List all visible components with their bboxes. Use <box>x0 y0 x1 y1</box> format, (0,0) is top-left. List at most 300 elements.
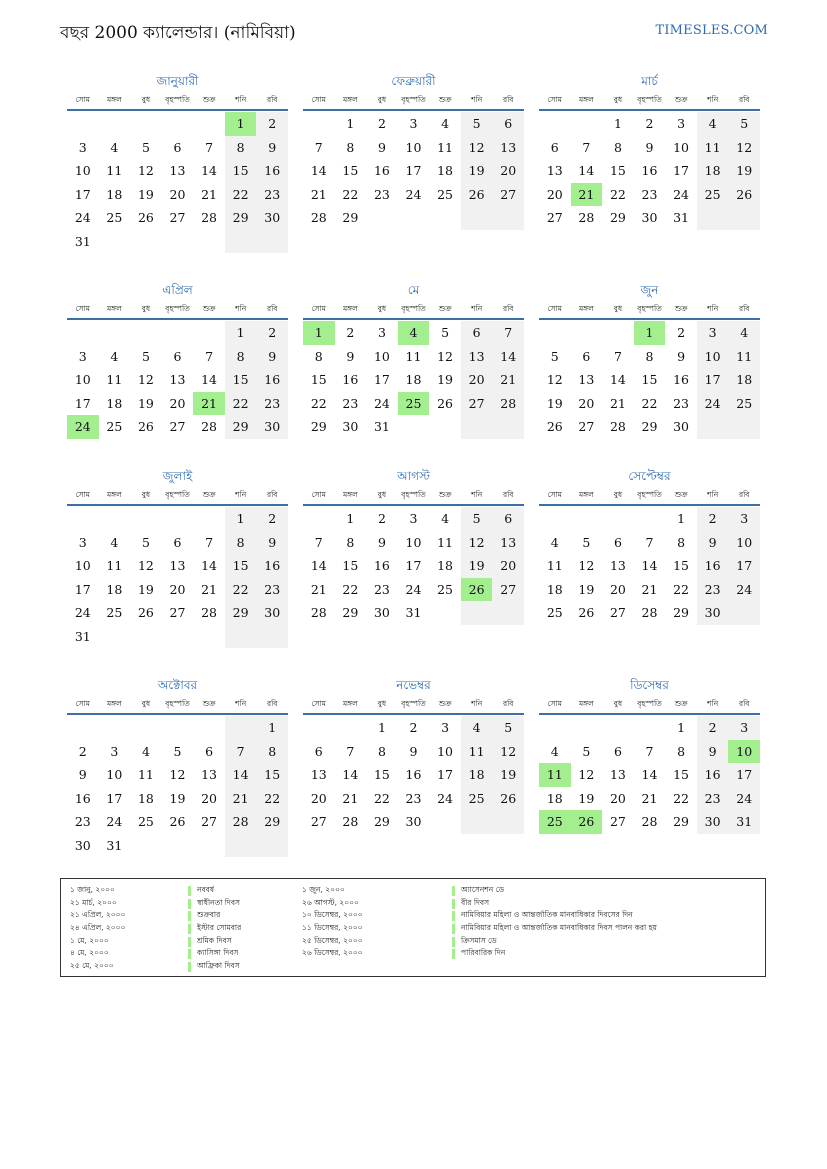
holiday-date: ১ জানু, ২০০০ <box>70 885 115 895</box>
day-cell: 13 <box>201 767 218 782</box>
days-grid <box>67 321 288 439</box>
day-cell: 14 <box>641 558 658 573</box>
day-cell: 24 <box>74 210 91 225</box>
empty-day-cell <box>571 507 603 531</box>
day-cell: 8 <box>377 743 386 759</box>
day-cell: 15 <box>641 372 658 387</box>
day-cell: 13 <box>609 558 626 573</box>
legend-row <box>302 948 762 961</box>
day-cell: 25 <box>106 605 123 620</box>
day-cell: 2 <box>377 511 386 526</box>
day-cell: 9 <box>256 136 288 160</box>
legend-row <box>302 923 762 936</box>
day-cell: 20 <box>461 368 493 392</box>
empty-day-cell <box>256 834 288 858</box>
month-block <box>539 72 760 230</box>
day-cell: 1 <box>303 321 335 345</box>
day-cell: 29 <box>373 814 390 829</box>
day-cell: 23 <box>697 787 729 811</box>
day-cell: 19 <box>492 763 524 787</box>
day-cell: 21 <box>225 787 257 811</box>
empty-day-cell <box>99 716 131 740</box>
holiday-name: অ্যাসেনশন ডে <box>461 885 505 895</box>
day-cell: 17 <box>728 554 760 578</box>
day-cell: 27 <box>201 814 218 829</box>
holiday-name: পারিবারিক দিন <box>461 948 506 958</box>
day-cell: 9 <box>377 139 386 155</box>
holiday-marker <box>188 911 191 921</box>
day-cell: 7 <box>492 321 524 345</box>
day-cell: 14 <box>578 163 595 178</box>
empty-day-cell <box>162 507 194 531</box>
empty-day-cell <box>429 810 461 834</box>
day-cell: 14 <box>310 163 327 178</box>
weekday-label: বৃহস্পতি <box>637 490 662 499</box>
day-cell: 13 <box>609 767 626 782</box>
weekday-label: সোম <box>311 490 326 499</box>
day-cell: 30 <box>256 415 288 439</box>
empty-day-cell <box>256 625 288 649</box>
weekday-label: শুক্র <box>674 699 688 708</box>
day-cell: 26 <box>571 810 603 834</box>
day-cell: 3 <box>441 720 450 735</box>
day-cell: 7 <box>205 139 214 155</box>
day-cell: 18 <box>405 372 422 387</box>
empty-day-cell <box>193 625 225 649</box>
holiday-date: ২৫ ডিসেম্বর, ২০০০ <box>302 935 363 945</box>
days-grid <box>303 112 524 230</box>
day-cell: 21 <box>310 581 327 597</box>
day-cell: 11 <box>461 740 493 764</box>
holiday-marker <box>452 937 455 947</box>
day-cell: 3 <box>78 348 87 364</box>
empty-day-cell <box>492 415 524 439</box>
empty-day-cell <box>193 230 225 254</box>
weekday-label: বুধ <box>141 699 151 708</box>
day-cell: 17 <box>405 558 422 573</box>
weekday-label: বৃহস্পতি <box>401 699 426 708</box>
day-cell: 1 <box>225 507 257 531</box>
holiday-date: ১ জুন, ২০০০ <box>302 885 345 895</box>
weekday-label: মঙ্গল <box>579 490 594 499</box>
month-block <box>67 72 288 253</box>
day-cell: 21 <box>492 368 524 392</box>
day-cell: 27 <box>461 392 493 416</box>
empty-day-cell <box>461 601 493 625</box>
weekday-label: রবি <box>267 699 278 708</box>
empty-day-cell <box>398 206 430 230</box>
day-cell: 30 <box>641 210 658 225</box>
weekday-label: সোম <box>547 304 562 313</box>
day-cell: 12 <box>461 136 493 160</box>
holiday-date: ৪ মে, ২০০০ <box>70 948 109 958</box>
month-block <box>303 281 524 439</box>
empty-day-cell <box>130 321 162 345</box>
weekday-label: শুক্র <box>674 490 688 499</box>
weekday-label: শনি <box>235 699 247 708</box>
weekday-label: বৃহস্পতি <box>401 95 426 104</box>
day-cell: 23 <box>673 395 690 411</box>
day-cell: 16 <box>641 163 658 178</box>
weekday-label: শুক্র <box>202 699 216 708</box>
day-cell: 4 <box>728 321 760 345</box>
weekday-label: রবি <box>267 304 278 313</box>
month-title: জুন <box>640 283 659 297</box>
day-cell: 23 <box>405 790 422 806</box>
weekday-header <box>303 300 524 320</box>
holiday-name: আফ্রিকা দিবস <box>197 960 240 970</box>
day-cell: 9 <box>697 531 729 555</box>
weekday-label: সোম <box>75 490 90 499</box>
day-cell: 31 <box>373 419 390 434</box>
day-cell: 24 <box>405 581 422 597</box>
day-cell: 27 <box>492 578 524 602</box>
empty-day-cell <box>634 716 666 740</box>
empty-day-cell <box>461 206 493 230</box>
legend-row <box>70 885 295 898</box>
day-cell: 16 <box>673 372 690 387</box>
empty-day-cell <box>335 716 367 740</box>
day-cell: 30 <box>405 814 422 829</box>
holiday-marker <box>188 962 191 972</box>
empty-day-cell <box>398 415 430 439</box>
day-cell: 28 <box>201 605 218 620</box>
site-link[interactable]: TIMESLES.COM <box>655 23 768 38</box>
empty-day-cell <box>539 716 571 740</box>
day-cell: 10 <box>74 163 91 178</box>
day-cell: 8 <box>613 139 622 155</box>
day-cell: 22 <box>342 581 359 597</box>
weekday-label: সোম <box>75 95 90 104</box>
day-cell: 21 <box>201 581 218 597</box>
empty-day-cell <box>539 507 571 531</box>
day-cell: 1 <box>634 321 666 345</box>
holiday-date: ২৬ আগস্ট, ২০০০ <box>302 897 359 907</box>
holiday-date: ২৫ মে, ২০০০ <box>70 960 114 970</box>
day-cell: 23 <box>256 183 288 207</box>
day-cell: 17 <box>728 763 760 787</box>
day-cell: 31 <box>673 210 690 225</box>
empty-day-cell <box>461 415 493 439</box>
day-cell: 31 <box>728 810 760 834</box>
day-cell: 4 <box>110 534 119 550</box>
day-cell: 1 <box>225 321 257 345</box>
page-title: বছর 2000 ক্যালেন্ডার। (নামিবিয়া) <box>60 23 296 43</box>
weekday-label: বুধ <box>613 490 623 499</box>
day-cell: 17 <box>74 581 91 597</box>
day-cell: 13 <box>492 136 524 160</box>
days-grid <box>303 507 524 625</box>
day-cell: 9 <box>677 348 686 364</box>
day-cell: 26 <box>578 605 595 620</box>
weekday-label: শনি <box>235 95 247 104</box>
empty-day-cell <box>193 834 225 858</box>
day-cell: 1 <box>613 116 622 131</box>
month-block <box>67 676 288 857</box>
holiday-name: নববর্ষ <box>197 885 214 895</box>
empty-day-cell <box>303 112 335 136</box>
day-cell: 29 <box>225 415 257 439</box>
day-cell: 21 <box>641 790 658 806</box>
weekday-header <box>67 91 288 111</box>
day-cell: 22 <box>673 581 690 597</box>
day-cell: 8 <box>225 136 257 160</box>
day-cell: 16 <box>373 163 390 178</box>
day-cell: 9 <box>697 740 729 764</box>
day-cell: 28 <box>641 814 658 829</box>
day-cell: 12 <box>728 136 760 160</box>
day-cell: 19 <box>461 554 493 578</box>
day-cell: 10 <box>728 531 760 555</box>
day-cell: 16 <box>697 763 729 787</box>
day-cell: 28 <box>578 210 595 225</box>
weekday-label: বুধ <box>377 304 387 313</box>
day-cell: 8 <box>256 740 288 764</box>
day-cell: 26 <box>137 605 154 620</box>
holiday-marker <box>188 924 191 934</box>
weekday-label: মঙ্গল <box>343 490 358 499</box>
day-cell: 27 <box>169 605 186 620</box>
empty-day-cell <box>193 321 225 345</box>
day-cell: 13 <box>310 767 327 782</box>
day-cell: 28 <box>310 210 327 225</box>
day-cell: 18 <box>546 581 563 597</box>
weekday-header <box>539 486 760 506</box>
day-cell: 7 <box>582 139 591 155</box>
empty-day-cell <box>728 206 760 230</box>
day-cell: 9 <box>645 139 654 155</box>
empty-day-cell <box>571 321 603 345</box>
day-cell: 5 <box>582 743 591 759</box>
empty-day-cell <box>130 834 162 858</box>
day-cell: 29 <box>342 210 359 225</box>
day-cell: 27 <box>578 419 595 434</box>
empty-day-cell <box>539 112 571 136</box>
day-cell: 26 <box>728 183 760 207</box>
weekday-label: বুধ <box>613 95 623 104</box>
day-cell: 22 <box>609 186 626 202</box>
weekday-label: বৃহস্পতি <box>165 490 190 499</box>
day-cell: 5 <box>141 534 150 550</box>
month-title: মে <box>407 283 420 297</box>
day-cell: 21 <box>571 183 603 207</box>
day-cell: 12 <box>137 372 154 387</box>
weekday-label: মঙ্গল <box>107 304 122 313</box>
day-cell: 29 <box>225 206 257 230</box>
day-cell: 14 <box>310 558 327 573</box>
day-cell: 27 <box>310 814 327 829</box>
day-cell: 14 <box>201 163 218 178</box>
day-cell: 15 <box>373 767 390 782</box>
day-cell: 3 <box>697 321 729 345</box>
day-cell: 19 <box>461 159 493 183</box>
day-cell: 17 <box>697 368 729 392</box>
day-cell: 24 <box>437 790 454 806</box>
day-cell: 25 <box>539 810 571 834</box>
holiday-date: ২১ মার্চ, ২০০০ <box>70 897 117 907</box>
day-cell: 16 <box>256 368 288 392</box>
day-cell: 17 <box>373 372 390 387</box>
day-cell: 6 <box>461 321 493 345</box>
month-title: ডিসেম্বর <box>630 678 669 692</box>
day-cell: 6 <box>173 139 182 155</box>
weekday-label: বৃহস্পতি <box>165 95 190 104</box>
day-cell: 21 <box>201 186 218 202</box>
empty-day-cell <box>728 601 760 625</box>
day-cell: 5 <box>492 716 524 740</box>
day-cell: 26 <box>492 787 524 811</box>
day-cell: 22 <box>641 395 658 411</box>
day-cell: 16 <box>256 554 288 578</box>
weekday-label: বুধ <box>377 490 387 499</box>
day-cell: 21 <box>342 790 359 806</box>
day-cell: 12 <box>169 767 186 782</box>
day-cell: 8 <box>645 348 654 364</box>
day-cell: 23 <box>256 392 288 416</box>
weekday-label: মঙ্গল <box>579 95 594 104</box>
holiday-legend-left <box>70 885 295 973</box>
weekday-label: শুক্র <box>438 490 452 499</box>
weekday-label: সোম <box>547 699 562 708</box>
day-cell: 23 <box>373 581 390 597</box>
holiday-marker <box>188 899 191 909</box>
day-cell: 22 <box>310 395 327 411</box>
holiday-name: ক্যাসিঙ্গা দিবস <box>197 948 239 958</box>
empty-day-cell <box>225 716 257 740</box>
day-cell: 2 <box>677 325 686 340</box>
day-cell: 28 <box>641 605 658 620</box>
day-cell: 6 <box>582 348 591 364</box>
empty-day-cell <box>162 625 194 649</box>
day-cell: 11 <box>697 136 729 160</box>
weekday-label: বৃহস্পতি <box>401 490 426 499</box>
day-cell: 17 <box>74 395 91 411</box>
day-cell: 8 <box>314 348 323 364</box>
day-cell: 22 <box>225 392 257 416</box>
weekday-label: সোম <box>75 304 90 313</box>
day-cell: 23 <box>697 578 729 602</box>
weekday-label: মঙ্গল <box>579 699 594 708</box>
day-cell: 30 <box>74 837 91 853</box>
day-cell: 7 <box>346 743 355 759</box>
weekday-label: রবি <box>739 95 750 104</box>
weekday-header <box>67 300 288 320</box>
empty-day-cell <box>99 112 131 136</box>
empty-day-cell <box>492 810 524 834</box>
day-cell: 2 <box>256 112 288 136</box>
empty-day-cell <box>130 716 162 740</box>
day-cell: 22 <box>225 183 257 207</box>
day-cell: 22 <box>256 787 288 811</box>
day-cell: 3 <box>409 511 418 526</box>
day-cell: 16 <box>342 372 359 387</box>
empty-day-cell <box>303 716 335 740</box>
day-cell: 4 <box>398 321 430 345</box>
legend-row <box>70 948 295 961</box>
day-cell: 20 <box>546 186 563 202</box>
empty-day-cell <box>162 834 194 858</box>
day-cell: 6 <box>613 534 622 550</box>
day-cell: 14 <box>225 763 257 787</box>
holiday-legend <box>60 878 766 977</box>
day-cell: 21 <box>193 392 225 416</box>
day-cell: 2 <box>256 507 288 531</box>
empty-day-cell <box>99 230 131 254</box>
weekday-label: রবি <box>503 490 514 499</box>
empty-day-cell <box>634 507 666 531</box>
day-cell: 25 <box>461 787 493 811</box>
day-cell: 10 <box>437 743 454 759</box>
day-cell: 20 <box>492 159 524 183</box>
weekday-label: শনি <box>707 95 719 104</box>
day-cell: 9 <box>256 345 288 369</box>
day-cell: 22 <box>225 578 257 602</box>
day-cell: 20 <box>201 790 218 806</box>
day-cell: 20 <box>310 790 327 806</box>
weekday-label: বৃহস্পতি <box>165 304 190 313</box>
day-cell: 18 <box>137 790 154 806</box>
day-cell: 9 <box>78 767 87 782</box>
day-cell: 4 <box>550 534 559 550</box>
month-title: আগস্ট <box>397 469 430 483</box>
weekday-label: রবি <box>739 699 750 708</box>
empty-day-cell <box>130 230 162 254</box>
day-cell: 13 <box>578 372 595 387</box>
holiday-date: ১১ ডিসেম্বর, ২০০০ <box>302 923 363 933</box>
day-cell: 11 <box>137 767 154 782</box>
day-cell: 23 <box>641 186 658 202</box>
day-cell: 11 <box>728 345 760 369</box>
day-cell: 11 <box>539 763 571 787</box>
day-cell: 18 <box>461 763 493 787</box>
weekday-label: সোম <box>311 699 326 708</box>
day-cell: 15 <box>673 558 690 573</box>
day-cell: 16 <box>697 554 729 578</box>
day-cell: 7 <box>314 139 323 155</box>
day-cell: 29 <box>641 419 658 434</box>
holiday-name: বীর দিবস <box>461 897 490 907</box>
weekday-label: সোম <box>311 95 326 104</box>
holiday-marker <box>452 899 455 909</box>
day-cell: 24 <box>106 814 123 829</box>
day-cell: 5 <box>582 534 591 550</box>
days-grid <box>67 507 288 648</box>
day-cell: 3 <box>677 116 686 131</box>
day-cell: 18 <box>106 581 123 597</box>
holiday-marker <box>452 924 455 934</box>
day-cell: 12 <box>137 163 154 178</box>
day-cell: 4 <box>110 348 119 364</box>
days-grid <box>303 716 524 834</box>
day-cell: 20 <box>169 395 186 411</box>
day-cell: 18 <box>106 395 123 411</box>
holiday-marker <box>452 886 455 896</box>
empty-day-cell <box>429 601 461 625</box>
day-cell: 15 <box>609 163 626 178</box>
empty-day-cell <box>130 112 162 136</box>
day-cell: 2 <box>256 321 288 345</box>
day-cell: 6 <box>492 507 524 531</box>
day-cell: 26 <box>137 419 154 434</box>
day-cell: 9 <box>256 531 288 555</box>
holiday-marker <box>188 949 191 959</box>
weekday-label: বৃহস্পতি <box>401 304 426 313</box>
day-cell: 10 <box>373 348 390 364</box>
day-cell: 21 <box>609 395 626 411</box>
day-cell: 23 <box>256 578 288 602</box>
day-cell: 19 <box>169 790 186 806</box>
empty-day-cell <box>193 507 225 531</box>
